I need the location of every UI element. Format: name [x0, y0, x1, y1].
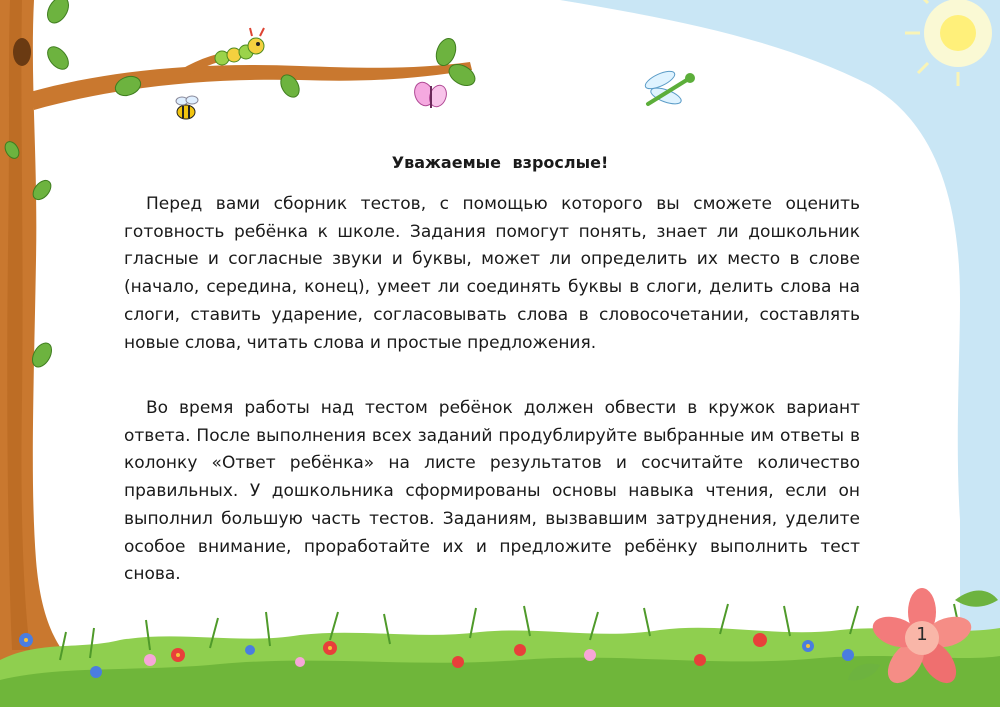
- paragraph-1: Перед вами сборник тестов, с помощью которого вы сможете оценить готовность ребёнка к школе. Задания помогут понять, знает ли дошкольник гласные и согласные звуки и буквы, может ли определить их место в слове (начало, середина, конец), умеет ли соединять буквы в слоги, делить слова на слоги, ставить ударение, согласовывать слова в словосочетании, составлять новые слова, читать слова и простые предложения.: [124, 194, 860, 353]
- page-number: 1: [916, 624, 928, 645]
- page-title: Уважаемые взрослые!: [391, 153, 609, 172]
- dragonfly-icon: [643, 68, 695, 107]
- caterpillar-icon: [215, 28, 264, 65]
- bee-icon: [176, 96, 198, 119]
- butterfly-icon: [411, 80, 449, 109]
- paragraph-2: Во время работы над тестом ребёнок должен обвести в кружок вариант ответа. После выполнения всех заданий продублируйте выбранные им ответы в колонку «Ответ ребёнка» на листе результатов и сосчитайте количество правильных. У дошкольника сформированы основы навыка чтения, если он выполнил большую часть тестов. Заданиям, вызвавшим затруднения, уделите особое внимание, проработайте их и предложите ребёнку выполнить тест снова.: [124, 398, 860, 585]
